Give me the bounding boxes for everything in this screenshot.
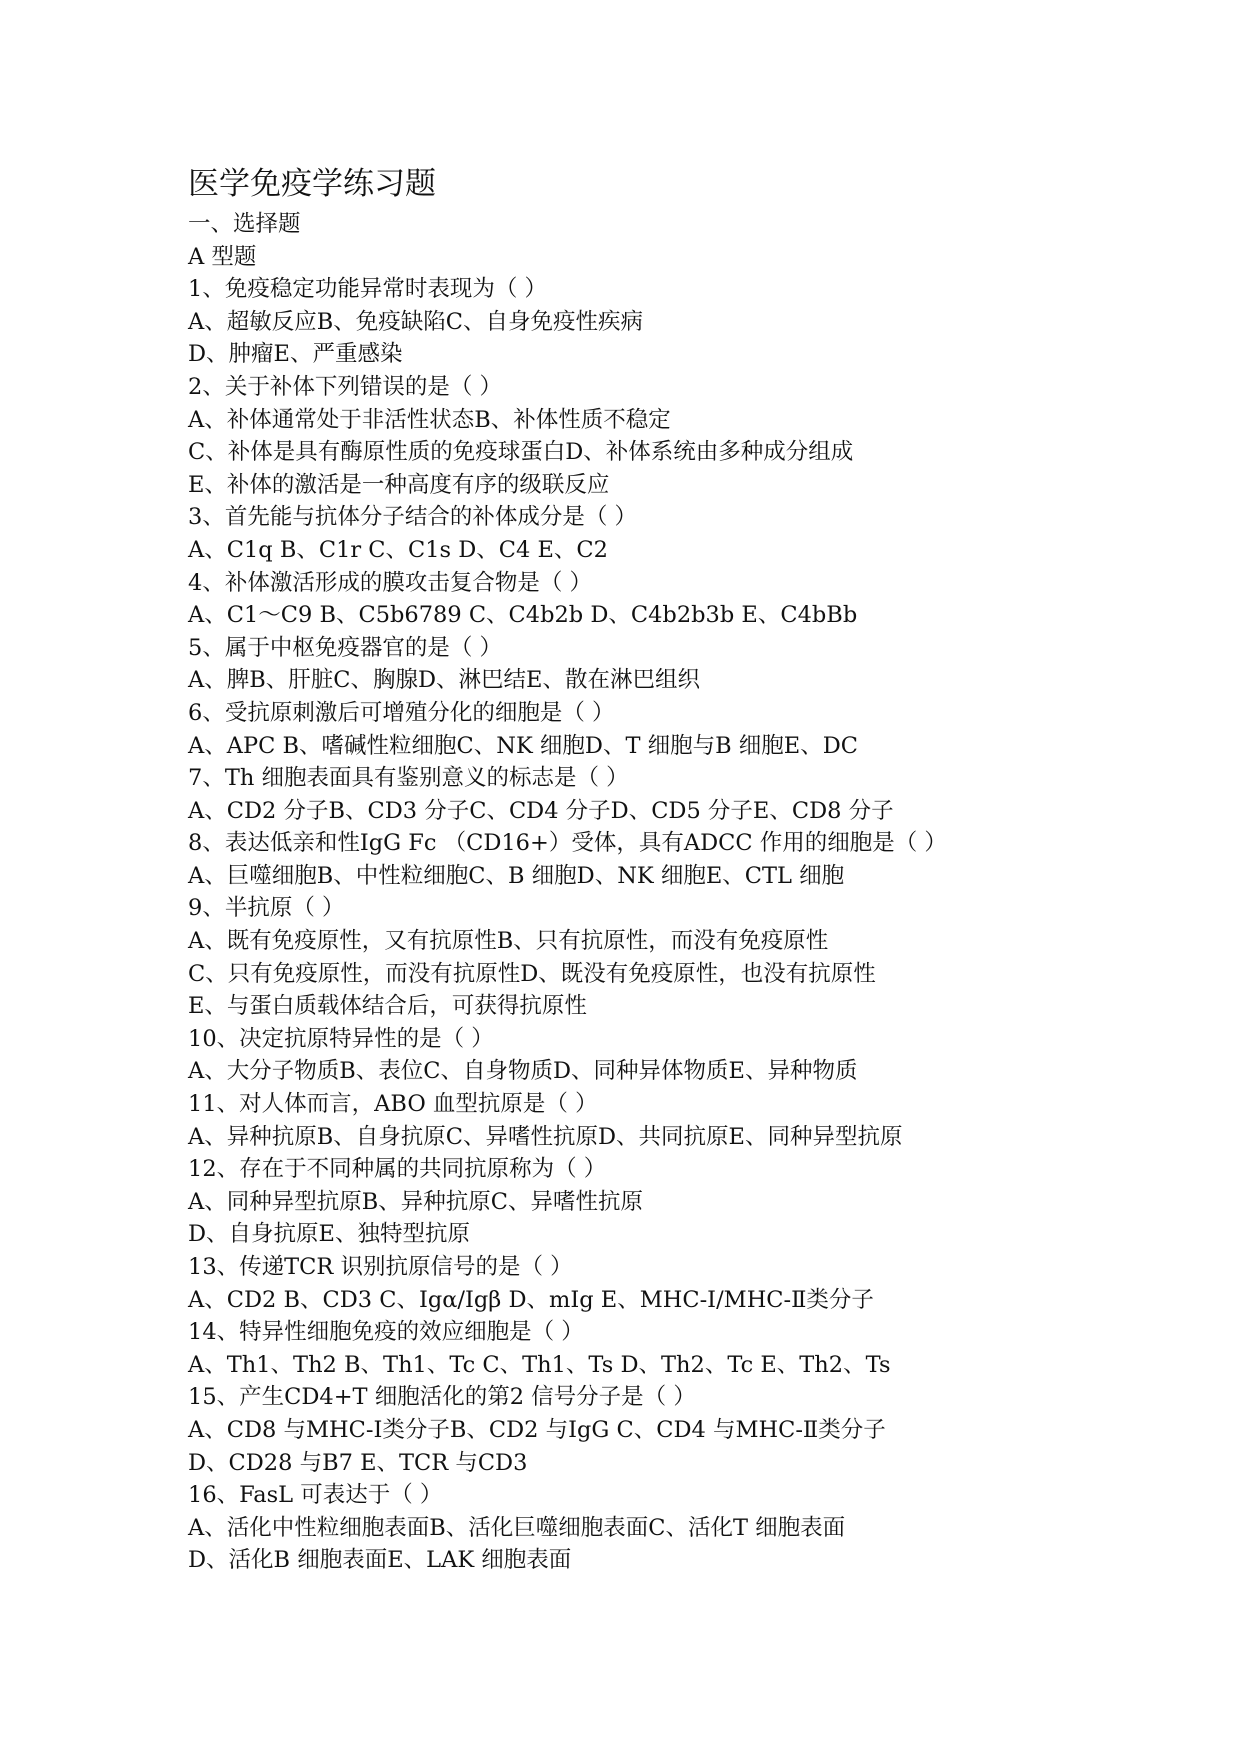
question-stem: 1、免疫稳定功能异常时表现为（ ） [188,276,547,303]
question-list [188,208,1188,1577]
question-stem: 7、Th 细胞表面具有鉴别意义的标志是（ ） [188,765,629,792]
question-stem: 2、关于补体下列错误的是（ ） [188,373,502,400]
answer-options: A、CD2 B、CD3 C、Igα/Igβ D、mIg E、MHC-Ⅰ/MHC-Ⅱ类分子 [188,1286,874,1313]
answer-options: A、巨噬细胞B、中性粒细胞C、B 细胞D、NK 细胞E、CTL 细胞 [188,862,845,889]
answer-options: A、脾B、肝脏C、胸腺D、淋巴结E、散在淋巴组织 [188,667,700,694]
answer-options: D、肿瘤E、严重感染 [188,341,403,368]
answer-options: C、只有免疫原性，而没有抗原性D、既没有免疫原性，也没有抗原性 [188,960,876,987]
answer-options: A、同种异型抗原B、异种抗原C、异嗜性抗原 [188,1188,643,1215]
question-stem: 14、特异性细胞免疫的效应细胞是（ ） [188,1319,584,1346]
answer-options: A、大分子物质B、表位C、自身物质D、同种异体物质E、异种物质 [188,1058,858,1085]
answer-options: D、CD28 与B7 E、TCR 与CD3 [188,1449,528,1476]
answer-options: A、APC B、嗜碱性粒细胞C、NK 细胞D、T 细胞与B 细胞E、DC [188,732,858,759]
question-stem: 16、FasL 可表达于（ ） [188,1482,443,1509]
question-type-heading: A 型题 [188,243,257,270]
answer-options: A、C1～C9 B、C5b6789 C、C4b2b D、C4b2b3b E、C4bBb [188,602,858,629]
section-heading: 一、选择题 [188,211,301,237]
question-stem: 12、存在于不同种属的共同抗原称为（ ） [188,1156,607,1183]
answer-options: E、与蛋白质载体结合后，可获得抗原性 [188,993,587,1020]
answer-options: E、补体的激活是一种高度有序的级联反应 [188,471,610,498]
question-stem: 13、传递TCR 识别抗原信号的是（ ） [188,1254,573,1280]
answer-options: A、CD8 与MHC-Ⅰ类分子B、CD2 与IgG C、CD4 与MHC-Ⅱ类分子 [188,1416,886,1443]
answer-options: A、既有免疫原性，又有抗原性B、只有抗原性，而没有免疫原性 [188,928,829,955]
question-stem: 9、半抗原（ ） [188,895,345,922]
page-title: 医学免疫学练习题 [188,166,436,202]
answer-options: A、活化中性粒细胞表面B、活化巨噬细胞表面C、活化T 细胞表面 [188,1514,846,1541]
question-stem: 6、受抗原刺激后可增殖分化的细胞是（ ） [188,699,615,726]
answer-options: D、自身抗原E、独特型抗原 [188,1221,470,1248]
document-body [188,160,1188,1577]
question-stem: 3、首先能与抗体分子结合的补体成分是（ ） [188,504,637,531]
answer-options: D、活化B 细胞表面E、LAK 细胞表面 [188,1547,572,1574]
answer-options: A、CD2 分子B、CD3 分子C、CD4 分子D、CD5 分子E、CD8 分子 [188,797,894,824]
answer-options: A、异种抗原B、自身抗原C、异嗜性抗原D、共同抗原E、同种异型抗原 [188,1123,903,1150]
question-stem: 15、产生CD4+T 细胞活化的第2 信号分子是（ ） [188,1384,696,1411]
answer-options: C、补体是具有酶原性质的免疫球蛋白D、补体系统由多种成分组成 [188,439,854,466]
question-stem: 11、对人体而言，ABO 血型抗原是（ ） [188,1091,598,1118]
question-stem: 10、决定抗原特异性的是（ ） [188,1025,494,1052]
answer-options: A、C1q B、C1r C、C1s D、C4 E、C2 [188,536,608,563]
question-stem: 5、属于中枢免疫器官的是（ ） [188,634,502,661]
answer-options: A、超敏反应B、免疫缺陷C、自身免疫性疾病 [188,308,643,335]
answer-options: A、补体通常处于非活性状态B、补体性质不稳定 [188,406,671,433]
question-stem: 8、表达低亲和性IgG Fc （CD16+）受体，具有ADCC 作用的细胞是（ ） [188,830,947,857]
answer-options: A、Th1、Th2 B、Th1、Tc C、Th1、Ts D、Th2、Tc E、Th2、Ts [188,1351,891,1378]
question-stem: 4、补体激活形成的膜攻击复合物是（ ） [188,569,592,596]
